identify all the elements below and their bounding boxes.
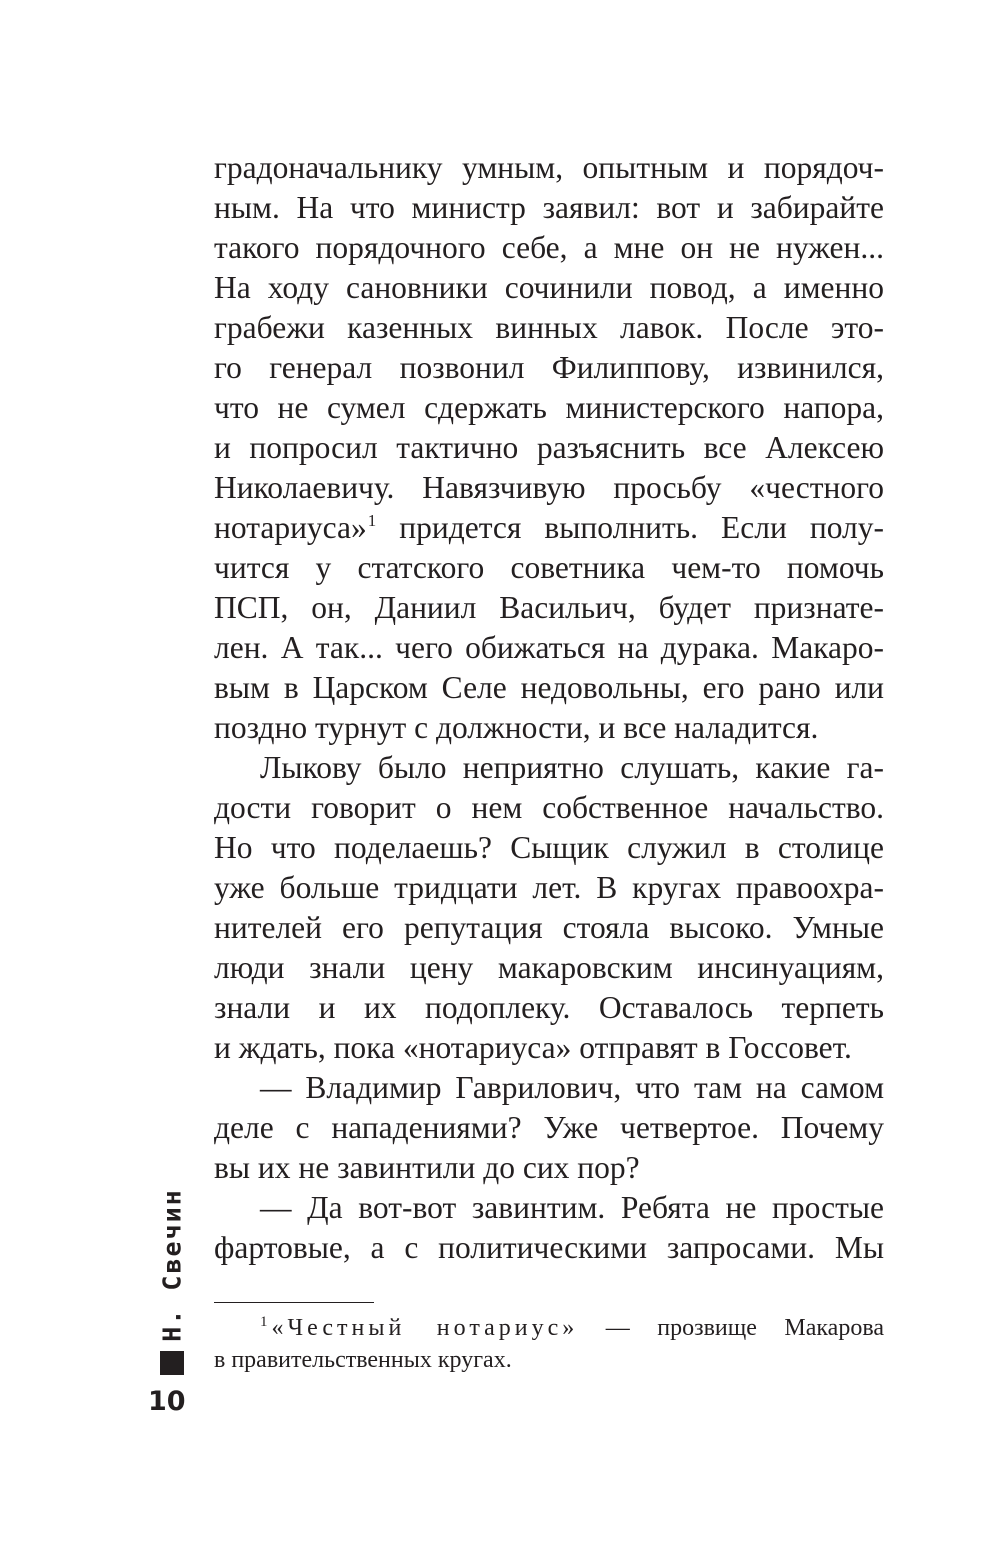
text-line-with-footnote-ref <box>214 508 884 548</box>
text-line: поздно турнут с должности, и все наладится. <box>214 710 819 745</box>
text-line: нителей его репутация стояла высоко. Умные <box>214 910 884 945</box>
text-line: фартовые, а с политическими запросами. Мы <box>214 1230 884 1265</box>
text-line: лен. А так... чего обижаться на дурака. Макаро- <box>214 630 884 665</box>
text-line: На ходу сановники сочинили повод, а именно <box>214 270 884 305</box>
footnote-divider <box>214 1302 374 1303</box>
text-line: градоначальнику умным, опытным и порядоч- <box>214 150 884 185</box>
square-marker-icon <box>160 1351 184 1375</box>
text-line: знали и их подоплеку. Оставалось терпеть <box>214 990 884 1025</box>
text-line: вы их не завинтили до сих пор? <box>214 1150 640 1185</box>
text-line: Лыкову было неприятно слушать, какие га- <box>260 750 884 785</box>
page-number: 10 <box>148 1386 186 1417</box>
text-line: такого порядочного себе, а мне он не нужен... <box>214 230 884 265</box>
text-line: вым в Царском Селе недовольны, его рано или <box>214 670 884 705</box>
text-line: го генерал позвонил Филиппову, извинился, <box>214 350 884 385</box>
text-line: грабежи казенных винных лавок. После это- <box>214 310 884 345</box>
running-head <box>147 1188 197 1342</box>
footnote-text: — прозвище Макарова <box>578 1315 884 1341</box>
text-line: — Владимир Гаврилович, что там на самом <box>260 1070 884 1105</box>
text-line: что не сумел сдержать министерского напора, <box>214 390 884 425</box>
text-line: люди знали цену макаровским инсинуациям, <box>214 950 884 985</box>
text-line: чится у статского советника чем-то помочь <box>214 550 884 585</box>
text-line: Николаевичу. Навязчивую просьбу «честного <box>214 470 884 505</box>
text-line: ПСП, он, Даниил Васильич, будет признате- <box>214 590 884 625</box>
text-line: ным. На что министр заявил: вот и забирайте <box>214 190 884 225</box>
text-line: — Да вот-вот завинтим. Ребята не простые <box>260 1190 884 1225</box>
footnote-term: «Честный нотариус» <box>271 1315 579 1341</box>
body-text <box>214 148 884 1268</box>
author-name: Н. Свечин <box>157 1188 187 1342</box>
text-segment: нотариуса» <box>214 510 367 545</box>
text-line: Но что поделаешь? Сыщик служил в столице <box>214 830 884 865</box>
text-line: и попросил тактично разъяснить все Алексею <box>214 430 884 465</box>
text-line: дости говорит о нем собственное начальство. <box>214 790 884 825</box>
footnote-line: в правительственных кругах. <box>214 1347 512 1373</box>
text-segment: придется выполнить. Если полу- <box>376 510 884 545</box>
footnote-line <box>214 1312 884 1344</box>
text-line: уже больше тридцати лет. В кругах правоохра- <box>214 870 884 905</box>
text-line: деле с нападениями? Уже четвертое. Почему <box>214 1110 884 1145</box>
footnote-number: 1 <box>260 1314 268 1330</box>
footnote-reference[interactable]: 1 <box>367 511 377 530</box>
text-line: и ждать, пока «нотариуса» отправят в Госсовет. <box>214 1030 852 1065</box>
footnote <box>214 1312 884 1376</box>
